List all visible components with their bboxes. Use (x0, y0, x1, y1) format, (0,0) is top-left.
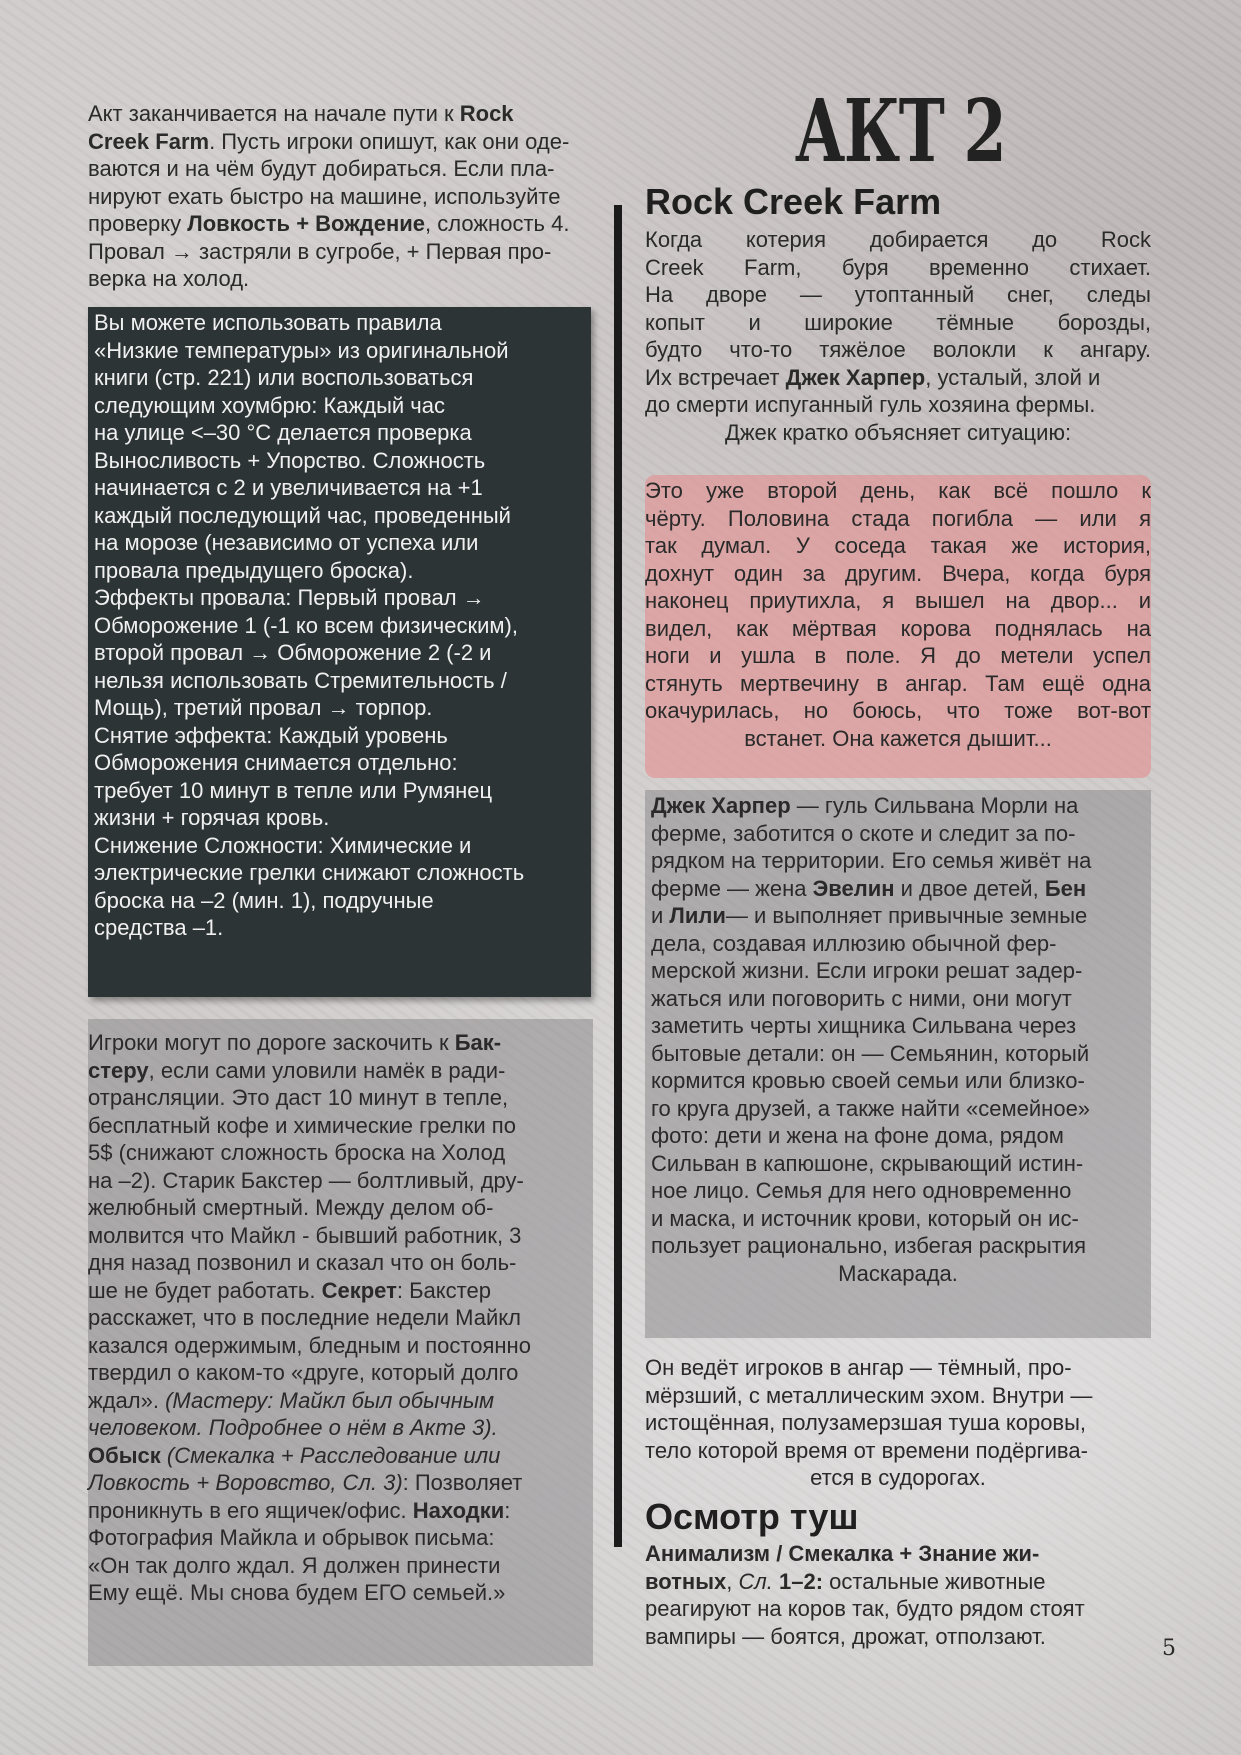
quote-line: окачурилась, но боюсь, что тоже вот-вот (645, 698, 1151, 723)
cold-rules-line: Снижение Сложности: Химические и (94, 832, 472, 858)
cold-rules-line: начинается с 2 и увеличивается на +1 (94, 475, 483, 500)
inspect-paragraph: Анимализм / Смекалка + Знание жи- вотных, Сл. 1–2: остальные животные реагируют на коров так, будто рядом стоят вампиры — боятся, дрожат, отползают. (645, 1541, 1085, 1649)
quote-line: Это уже второй день, как всё пошло к (645, 478, 1151, 503)
cold-rules-line: Мощь), третий провал → торпор. (94, 695, 433, 720)
cold-rules-line: Обморожения снимается отдельно: (94, 750, 458, 775)
cold-rules-line: второй провал → Обморожение 2 (-2 и (94, 640, 492, 665)
cold-rules-line: следующим хоумбрю: Каждый час (94, 392, 446, 418)
jack-harper-box: Джек Харпер — гуль Сильвана Морли на ферме, заботится о скоте и следит за по- рядком на территории. Его семья живёт на ферме — жена Эвелин и двое детей, Бен и Лили— и выполняет привычные земные дела, создавая иллюзию обычной фер- мерской жизни. Если игроки решат задер- жаться или поговорить с ними, они могут заметить черты хищника Сильвана через бытовые детали: он — Семьянин, который кормится кровью своей семьи или близко- го круга друзей, а также найти «семейное» фото: дети и жена на фоне дома, рядом Сильван в капюшоне, скрывающий истин- ное лицо. Семья для него одновременно и маска, и источник крови, который он ис- пользует рационально, избегая раскрытия Маскарада. (645, 790, 1151, 1338)
act-title: АКТ 2 (794, 81, 1006, 182)
intro-paragraph: Акт заканчивается на начале пути к Rock Creek Farm. Пусть игроки опишут, как они оде- ваются и на чём будут добираться. Если пла- нируют ехать быстро на машине, используйте проверку Ловкость + Вождение, сложность 4. Провал → застряли в сугробе, + Первая про- верка на холод. (88, 101, 570, 291)
cold-rules-line: провала предыдущего броска). (94, 557, 414, 583)
hangar-paragraph: Он ведёт игроков в ангар — тёмный, про- мёрзший, с металлическим эхом. Внутри — истощённая, полузамерзшая туша коровы, тело которой время от времени подёргива- ется в судорогах. (645, 1355, 1093, 1490)
page-number: 5 (1162, 1636, 1176, 1661)
section-intro: Когда котерия добирается до Rock Creek Farm, буря временно стихает. На дворе — утоптанный снег, следы копыт и широкие тёмные борозды, будто что-то тяжёлое волокли к ангару. Их встречает Джек Харпер, усталый, злой и до смерти испуганный гуль хозяина фермы. Джек кратко объясняет ситуацию: (645, 227, 1151, 445)
cold-rules-line: Эффекты провала: Первый провал → (94, 585, 485, 610)
cold-rules-line: каждый последующий час, проведенный (94, 502, 511, 528)
cold-rules-line: книги (стр. 221) или воспользоваться (94, 365, 474, 390)
quote-line: видел, как мёртвая корова поднялась на (645, 615, 1151, 641)
cold-rules-line: нельзя использовать Стремительность / (94, 667, 507, 693)
inspect-title: Осмотр туш (645, 1496, 859, 1537)
quote-line: чёрту. Половина стада погибла — или я (645, 505, 1151, 531)
cold-rules-line: Вы можете использовать правила (94, 310, 442, 335)
cold-rules-line: «Низкие температуры» из оригинальной (94, 337, 509, 363)
cold-rules-line: требует 10 минут в тепле или Румянец (94, 777, 493, 803)
jack-quote-box (645, 475, 1151, 778)
cold-rules-line: Снятие эффекта: Каждый уровень (94, 722, 448, 748)
cold-rules-line: средства –1. (94, 915, 224, 940)
quote-line: наконец приутихла, я вышел на двор... и (645, 588, 1151, 613)
cold-rules-line: на морозе (независимо от успеха или (94, 530, 479, 555)
cold-rules-line: Обморожение 1 (-1 ко всем физическим), (94, 612, 518, 638)
quote-line: так думал. У соседа такая же история, (645, 533, 1151, 558)
cold-rules-line: броска на –2 (мин. 1), подручные (94, 887, 434, 913)
section-title: Rock Creek Farm (645, 181, 942, 222)
quote-line: ноги и ушла в поле. Я до метели успел (645, 643, 1151, 668)
quote-line: встанет. Она кажется дышит... (744, 725, 1052, 751)
column-divider (614, 205, 622, 1547)
quote-line: стянуть мертвечину в ангар. Там ещё одна (645, 670, 1151, 696)
cold-rules-line: Выносливость + Упорство. Сложность (94, 447, 486, 473)
baxter-box: Игроки могут по дороге заскочить к Бак- стеру, если сами уловили намёк в ради- отрансляции. Это даст 10 минут в тепле, бесплатный кофе и химические грелки по 5$ (снижают сложность броска на Холод на –2). Старик Бакстер — болтливый, дру- желюбный смертный. Между делом об- молвится что Майкл - бывший работник, 3 дня назад позвонил и сказал что он боль- ше не будет работать. Секрет: Бакстер расскажет, что в последние недели Майкл казался одержимым, бледным и постоянно твердил о каком-то «друге, который долго ждал». (Мастеру: Майкл был обычным человеком. Подробнее о нём в Акте 3). Обыск (Смекалка + Расследование или Ловкость + Воровство, Сл. 3): Позволяет проникнуть в его ящичек/офис. Находки: Фотография Майкла и обрывок письма: «Он так долго ждал. Я должен принести Ему ещё. Мы снова будем ЕГО семьей.» (88, 1019, 593, 1666)
cold-rules-line: жизни + горячая кровь. (94, 805, 330, 830)
quote-line: дохнут один за другим. Вчера, когда буря (645, 560, 1151, 586)
cold-rules-line: электрические грелки снижают сложность (94, 860, 525, 885)
cold-rules-line: на улице <–30 °C делается проверка (94, 420, 472, 445)
cold-rules-box (88, 307, 591, 997)
